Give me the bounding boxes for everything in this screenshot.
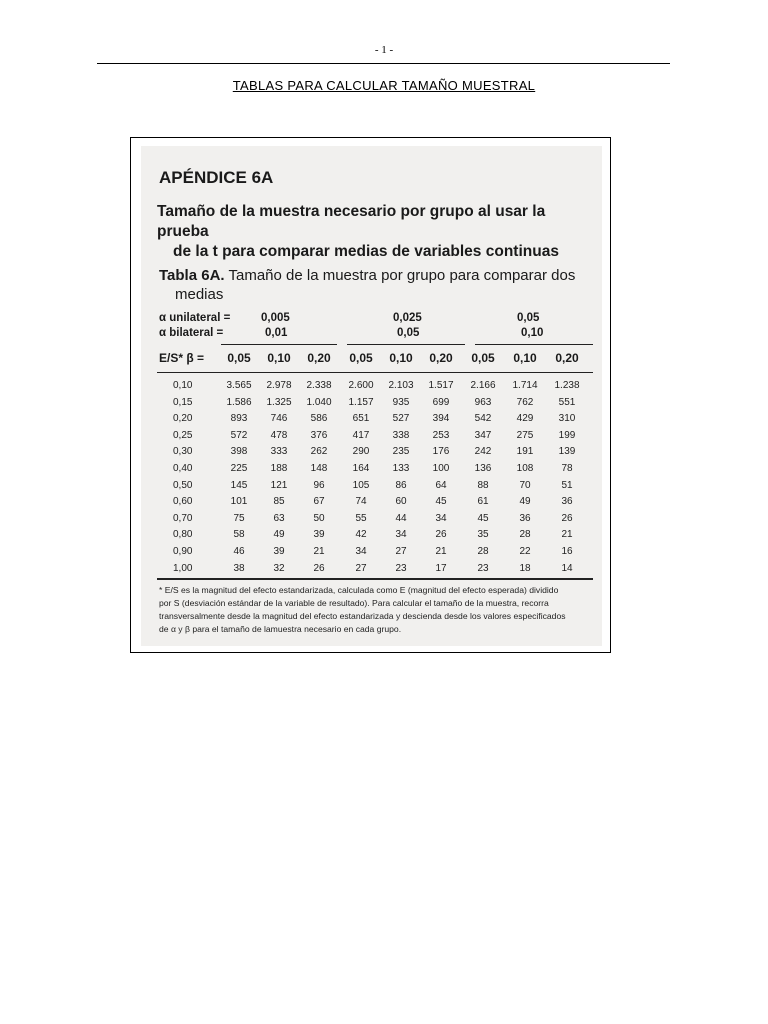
effect-size-label: 0,20 — [173, 413, 193, 425]
table-cell: 22 — [519, 546, 531, 557]
table-cell: 429 — [516, 413, 534, 425]
appendix-heading — [157, 202, 597, 262]
appendix-title: APÉNDICE 6A — [159, 168, 274, 187]
table-cell: 572 — [230, 429, 248, 441]
table-cell: 61 — [477, 496, 489, 508]
alpha-unilateral-value: 0,005 — [261, 312, 290, 324]
table-cell: 55 — [355, 512, 367, 524]
scanned-table-page — [141, 146, 602, 646]
table-cell: 188 — [270, 463, 288, 474]
table-cell: 551 — [558, 396, 576, 408]
beta-column-header: 0,10 — [513, 351, 537, 365]
table-cell: 762 — [516, 396, 534, 408]
alpha-unilateral-value: 0,05 — [517, 312, 540, 324]
scanned-image-frame — [130, 137, 611, 653]
table-cell: 34 — [355, 546, 367, 557]
table-cell: 49 — [519, 496, 531, 508]
alpha-unilateral-label: α unilateral = — [159, 312, 231, 324]
table-cell: 26 — [435, 529, 447, 541]
header-rule — [97, 63, 670, 64]
table-cell: 1.040 — [306, 396, 332, 408]
table-cell: 347 — [474, 429, 492, 441]
table-cell: 164 — [352, 463, 370, 474]
table-cell: 2.166 — [470, 380, 496, 391]
table-cell: 39 — [273, 546, 285, 557]
table-cell: 23 — [477, 562, 489, 574]
table-cell: 290 — [352, 446, 370, 458]
effect-size-label: 0,15 — [173, 396, 193, 408]
table-cell: 105 — [352, 479, 370, 491]
table-cell: 21 — [313, 546, 325, 557]
table-cell: 100 — [432, 463, 450, 474]
table-cell: 85 — [273, 496, 285, 508]
table-cell: 2.103 — [388, 380, 414, 391]
table-cell: 1.325 — [266, 396, 292, 408]
effect-size-label: 0,80 — [173, 529, 193, 541]
effect-size-label: 0,70 — [173, 512, 193, 524]
table-cell: 34 — [395, 529, 407, 541]
effect-size-label: 0,30 — [173, 446, 193, 458]
table-title-text: Tamaño de la muestra por grupo para comparar dos — [228, 267, 576, 284]
table-cell: 64 — [435, 479, 447, 491]
table-cell: 26 — [561, 512, 573, 524]
beta-column-header: 0,05 — [349, 351, 373, 365]
table-cell: 44 — [395, 512, 407, 524]
table-cell: 262 — [310, 446, 328, 458]
table-cell: 478 — [270, 429, 288, 441]
table-cell: 21 — [435, 546, 447, 557]
table-cell: 2.978 — [266, 380, 292, 391]
beta-column-header: 0,20 — [429, 351, 453, 365]
table-cell: 60 — [395, 496, 407, 508]
table-cell: 3.565 — [226, 380, 252, 391]
table-cell: 51 — [561, 479, 573, 491]
beta-header-label: E/S* β = — [159, 351, 205, 365]
table-cell: 235 — [392, 446, 410, 458]
table-cell: 70 — [519, 479, 531, 491]
effect-size-label: 0,25 — [173, 429, 193, 441]
table-footnote — [159, 584, 595, 636]
table-cell: 139 — [558, 446, 576, 458]
effect-size-label: 1,00 — [173, 562, 193, 574]
table-cell: 338 — [392, 429, 410, 441]
table-cell: 34 — [435, 512, 447, 524]
table-cell: 18 — [519, 562, 531, 574]
effect-size-label: 0,50 — [173, 479, 193, 491]
table-cell: 275 — [516, 429, 534, 441]
effect-size-label: 0,10 — [173, 380, 193, 391]
table-cell: 333 — [270, 446, 288, 458]
table-cell: 746 — [270, 413, 288, 425]
table-cell: 17 — [435, 562, 447, 574]
table-cell: 148 — [310, 463, 328, 474]
table-cell: 67 — [313, 496, 325, 508]
table-cell: 42 — [355, 529, 367, 541]
table-cell: 310 — [558, 413, 576, 425]
alpha-unilateral-value: 0,025 — [393, 312, 422, 324]
table-cell: 1.238 — [554, 380, 580, 391]
table-cell: 527 — [392, 413, 410, 425]
document-title: TABLAS PARA CALCULAR TAMAÑO MUESTRAL — [232, 78, 536, 93]
table-cell: 45 — [477, 512, 489, 524]
table-cell: 63 — [273, 512, 285, 524]
table-cell: 26 — [313, 562, 325, 574]
table-cell: 74 — [355, 496, 367, 508]
table-cell: 542 — [474, 413, 492, 425]
table-cell: 253 — [432, 429, 450, 441]
alpha-bilateral-value: 0,10 — [521, 327, 544, 339]
table-cell: 376 — [310, 429, 328, 441]
table-bottom-rule — [157, 578, 593, 580]
table-cell: 121 — [270, 479, 288, 491]
table-cell: 96 — [313, 479, 325, 491]
group-rule — [475, 344, 593, 345]
table-cell: 1.586 — [226, 396, 252, 408]
table-cell: 35 — [477, 529, 489, 541]
table-cell: 225 — [230, 463, 248, 474]
beta-column-header: 0,05 — [471, 351, 495, 365]
footnote-line: transversalmente desde la magnitud del efecto estandarizada y descienda desde los valores especificados — [159, 611, 566, 621]
table-cell: 893 — [230, 413, 248, 425]
table-cell: 199 — [558, 429, 576, 441]
table-cell: 1.714 — [512, 380, 538, 391]
table-cell: 176 — [432, 446, 450, 458]
table-cell: 78 — [561, 463, 573, 474]
table-cell: 1.517 — [428, 380, 454, 391]
table-cell: 75 — [233, 512, 245, 524]
heading-line-2: de la t para comparar medias de variables continuas — [173, 243, 559, 260]
group-rule — [221, 344, 337, 345]
table-cell: 58 — [233, 529, 245, 541]
effect-size-label: 0,60 — [173, 496, 193, 508]
table-cell: 2.600 — [348, 380, 374, 391]
table-cell: 651 — [352, 413, 370, 425]
beta-column-header: 0,10 — [389, 351, 413, 365]
group-rule — [347, 344, 465, 345]
effect-size-label: 0,40 — [173, 463, 193, 474]
table-cell: 1.157 — [348, 396, 374, 408]
table-cell: 50 — [313, 512, 325, 524]
beta-column-header: 0,20 — [307, 351, 331, 365]
table-cell: 36 — [561, 496, 573, 508]
table-cell: 32 — [273, 562, 285, 574]
heading-line-1: Tamaño de la muestra necesario por grupo al usar la prueba — [157, 203, 546, 240]
table-cell: 16 — [561, 546, 573, 557]
table-cell: 394 — [432, 413, 450, 425]
beta-column-header: 0,10 — [267, 351, 291, 365]
table-cell: 935 — [392, 396, 410, 408]
table-cell: 145 — [230, 479, 248, 491]
table-title — [159, 266, 589, 304]
table-cell: 39 — [313, 529, 325, 541]
table-cell: 27 — [355, 562, 367, 574]
beta-column-header: 0,05 — [227, 351, 251, 365]
page-number: - 1 - — [374, 44, 394, 56]
alpha-bilateral-value: 0,05 — [397, 327, 420, 339]
table-cell: 21 — [561, 529, 573, 541]
table-cell: 133 — [392, 463, 410, 474]
footnote-line: de α y β para el tamaño de lamuestra necesario en cada grupo. — [159, 624, 402, 634]
table-cell: 49 — [273, 529, 285, 541]
table-cell: 398 — [230, 446, 248, 458]
table-cell: 108 — [516, 463, 534, 474]
table-cell: 586 — [310, 413, 328, 425]
table-cell: 38 — [233, 562, 245, 574]
table-cell: 88 — [477, 479, 489, 491]
table-cell: 86 — [395, 479, 407, 491]
table-cell: 36 — [519, 512, 531, 524]
table-cell: 28 — [477, 546, 489, 557]
alpha-bilateral-label: α bilateral = — [159, 327, 224, 339]
table-cell: 699 — [432, 396, 450, 408]
footnote-line: * E/S es la magnitud del efecto estandarizada, calculada como E (magnitud del efecto esperada) dividido — [159, 585, 559, 595]
table-cell: 191 — [516, 446, 534, 458]
table-title-line-2: medias — [175, 286, 224, 303]
table-cell: 27 — [395, 546, 407, 557]
beta-column-header: 0,20 — [555, 351, 579, 365]
table-cell: 45 — [435, 496, 447, 508]
table-cell: 23 — [395, 562, 407, 574]
table-cell: 101 — [230, 496, 248, 508]
table-cell: 28 — [519, 529, 531, 541]
footnote-line: por S (desviación estándar de la variable de resultado). Para calcular el tamaño de la muestra, recorra — [159, 598, 549, 608]
effect-size-label: 0,90 — [173, 546, 193, 557]
table-cell: 2.338 — [306, 380, 332, 391]
table-cell: 136 — [474, 463, 492, 474]
table-cell: 963 — [474, 396, 492, 408]
alpha-bilateral-value: 0,01 — [265, 327, 288, 339]
header-bottom-rule — [157, 372, 593, 373]
table-cell: 14 — [561, 562, 573, 574]
table-cell: 417 — [352, 429, 370, 441]
table-title-label: Tabla 6A. — [159, 267, 225, 284]
table-cell: 46 — [233, 546, 245, 557]
table-cell: 242 — [474, 446, 492, 458]
